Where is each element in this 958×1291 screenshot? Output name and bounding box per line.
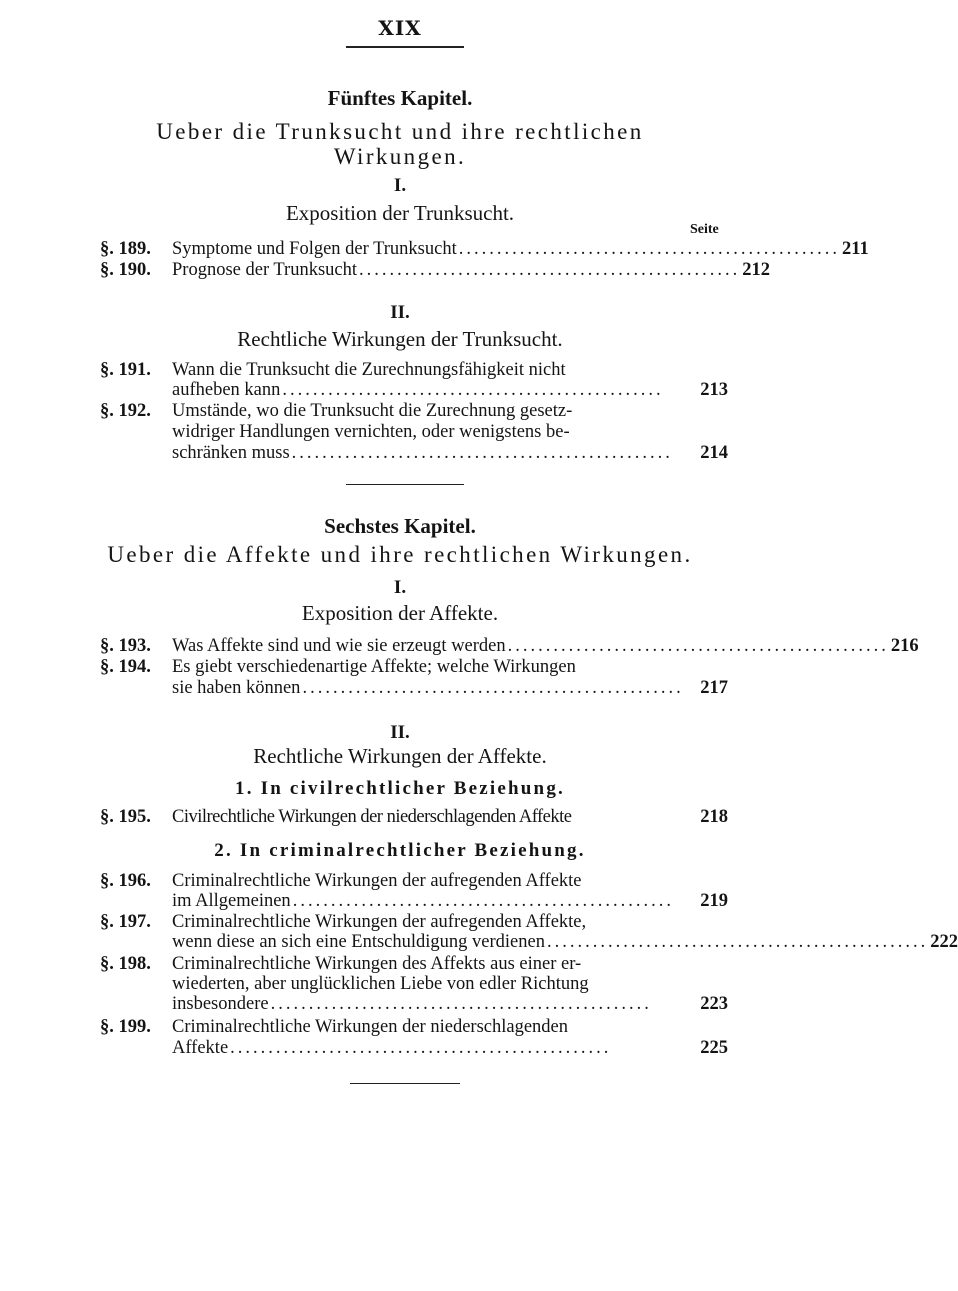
entry-title: Affekte [172,1038,229,1058]
paragraph-number: §. 190. [100,260,151,280]
dot-leader: .................................................. [302,678,684,698]
page-number: XIX [378,16,422,40]
entry-title: Was Affekte sind und wie sie erzeugt werden [172,636,506,656]
entry-page: 222 [930,932,958,952]
section-divider [346,484,464,485]
entry-page: 217 [700,678,728,698]
chapter-heading: Sechstes Kapitel. [324,514,476,538]
paragraph-number: §. 198. [100,954,151,974]
dot-leader: .................................................. [291,443,673,463]
part-title: Rechtliche Wirkungen der Affekte. [253,744,547,768]
entry-title: sie haben können [172,678,301,698]
entry-title: Es giebt verschiedenartige Affekte; welche Wirkungen [172,657,576,677]
entry-title: Criminalrechtliche Wirkungen der aufregenden Affekte, [172,912,587,932]
part-numeral: I. [393,175,407,196]
dot-leader: .................................................. [270,994,652,1014]
paragraph-number: §. 191. [100,360,151,380]
entry-page: 212 [742,260,771,280]
chapter-title-line: Ueber die Trunksucht und ihre rechtlichen [156,119,644,144]
dot-leader: .................................................. [359,260,741,280]
entry-page: 216 [890,636,919,656]
part-title: Exposition der Affekte. [301,601,499,625]
part-title: Rechtliche Wirkungen der Trunksucht. [237,327,563,351]
entry-title: Criminalrechtliche Wirkungen des Affekts aus einer er- [172,954,582,974]
paragraph-number: §. 194. [100,657,151,677]
paragraph-number: §. 199. [100,1017,151,1037]
entry-page: 223 [700,994,728,1014]
entry-title: insbesondere [172,994,269,1014]
entry-title: Symptome und Folgen der Trunksucht [172,239,457,259]
entry-page: 219 [700,891,728,911]
dot-leader: .................................................. [507,636,889,656]
chapter-title-line: Wirkungen. [333,144,467,169]
entry-title: Criminalrechtliche Wirkungen der aufregenden Affekte [172,871,582,891]
entry-page: 211 [841,239,869,259]
dot-leader: .................................................. [292,891,674,911]
part-title: Exposition der Trunksucht. [285,201,515,225]
paragraph-number: §. 195. [100,807,151,827]
entry-title: Umstände, wo die Trunksucht die Zurechnung gesetz- [172,401,573,421]
chapter-title-line: Ueber die Affekte und ihre rechtlichen Wirkungen. [107,542,693,567]
entry-page: 218 [700,807,728,827]
part-numeral: II. [390,722,410,743]
subsection-heading: 2. In criminalrechtlicher Beziehung. [214,840,586,861]
entry-title: widriger Handlungen vernichten, oder wenigstens be- [172,422,570,442]
chapter-heading: Fünftes Kapitel. [327,86,473,110]
header-rule [346,46,464,48]
part-numeral: II. [390,302,410,323]
entry-page: 214 [700,443,728,463]
part-numeral: I. [393,577,407,598]
dot-leader: .................................................. [282,380,664,400]
entry-title: Criminalrechtliche Wirkungen der niederschlagenden [172,1017,568,1037]
page-column-label: Seite [690,222,719,237]
entry-title: Civilrechtliche Wirkungen der niederschlagenden Affekte [172,807,572,827]
paragraph-number: §. 189. [100,239,151,259]
entry-title: aufheben kann [172,380,281,400]
dot-leader: .................................................. [230,1038,612,1058]
entry-title: Wann die Trunksucht die Zurechnungsfähigkeit nicht [172,360,566,380]
subsection-heading: 1. In civilrechtlicher Beziehung. [235,778,565,799]
entry-title: Prognose der Trunksucht [172,260,358,280]
entry-title: schränken muss [172,443,290,463]
entry-page: 225 [700,1038,728,1058]
paragraph-number: §. 196. [100,871,151,891]
entry-title: im Allgemeinen [172,891,291,911]
paragraph-number: §. 193. [100,636,151,656]
entry-page: 213 [700,380,728,400]
entry-title: wenn diese an sich eine Entschuldigung verdienen [172,932,545,952]
dot-leader: .................................................. [546,932,929,952]
paragraph-number: §. 192. [100,401,151,421]
dot-leader: .................................................. [458,239,840,259]
entry-title: wiederten, aber unglücklichen Liebe von edler Richtung [172,974,589,994]
paragraph-number: §. 197. [100,912,151,932]
section-divider [350,1083,460,1084]
